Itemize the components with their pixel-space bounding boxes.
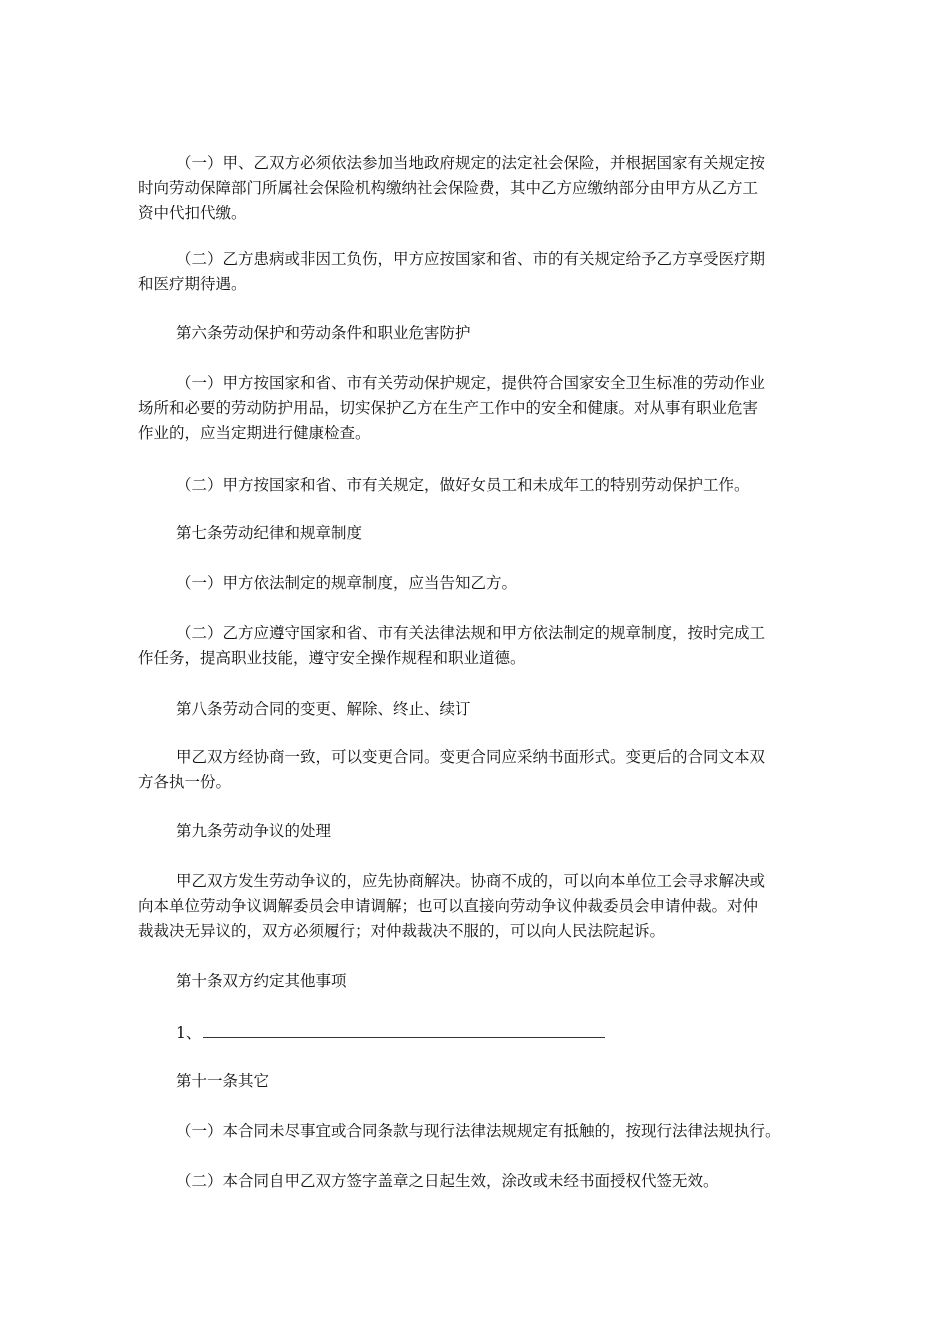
text-line: 第八条劳动合同的变更、解除、终止、续订 [176,700,471,718]
text-line: （二）乙方患病或非因工负伤，甲方应按国家和省、市的有关规定给予乙方享受医疗期 [176,250,766,268]
text-line: 裁裁决无异议的，双方必须履行；对仲裁裁决不服的，可以向人民法院起诉。 [138,922,666,940]
text-line: 作业的，应当定期进行健康检查。 [138,424,371,442]
text-line: 第十一条其它 [176,1072,270,1090]
text-line: 1、 [176,1024,202,1042]
blank-underline[interactable] [203,1022,605,1038]
text-line: 和医疗期待遇。 [138,275,247,293]
text-line: 第十条双方约定其他事项 [176,972,347,990]
text-line: （一）甲、乙双方必须依法参加当地政府规定的法定社会保险，并根据国家有关规定按 [176,154,766,172]
text-line: 第七条劳动纪律和规章制度 [176,524,363,542]
text-line: （一）本合同未尽事宜或合同条款与现行法律法规规定有抵触的，按现行法律法规执行。 [176,1122,781,1140]
text-line: 方各执一份。 [138,773,232,791]
text-line: （一）甲方依法制定的规章制度，应当告知乙方。 [176,574,518,592]
text-line: （二）乙方应遵守国家和省、市有关法律法规和甲方依法制定的规章制度，按时完成工 [176,624,766,642]
text-line: 甲乙双方发生劳动争议的，应先协商解决。协商不成的，可以向本单位工会寻求解决或 [176,872,766,890]
text-line: 第九条劳动争议的处理 [176,822,332,840]
text-line: 资中代扣代缴。 [138,204,247,222]
text-line: 场所和必要的劳动防护用品，切实保护乙方在生产工作中的安全和健康。对从事有职业危害 [138,399,759,417]
text-line: 向本单位劳动争议调解委员会申请调解；也可以直接向劳动争议仲裁委员会申请仲裁。对仲 [138,897,759,915]
text-line: 甲乙双方经协商一致，可以变更合同。变更合同应采纳书面形式。变更后的合同文本双 [176,748,766,766]
text-line: 第六条劳动保护和劳动条件和职业危害防护 [176,324,471,342]
text-line: （一）甲方按国家和省、市有关劳动保护规定，提供符合国家安全卫生标准的劳动作业 [176,374,766,392]
text-line: 时向劳动保障部门所属社会保险机构缴纳社会保险费，其中乙方应缴纳部分由甲方从乙方工 [138,179,759,197]
text-line: 作任务，提高职业技能，遵守安全操作规程和职业道德。 [138,649,526,667]
text-line: （二）甲方按国家和省、市有关规定，做好女员工和未成年工的特别劳动保护工作。 [176,476,750,494]
fill-in-line [176,1022,605,1044]
text-line: （二）本合同自甲乙双方签字盖章之日起生效，涂改或未经书面授权代签无效。 [176,1172,719,1190]
